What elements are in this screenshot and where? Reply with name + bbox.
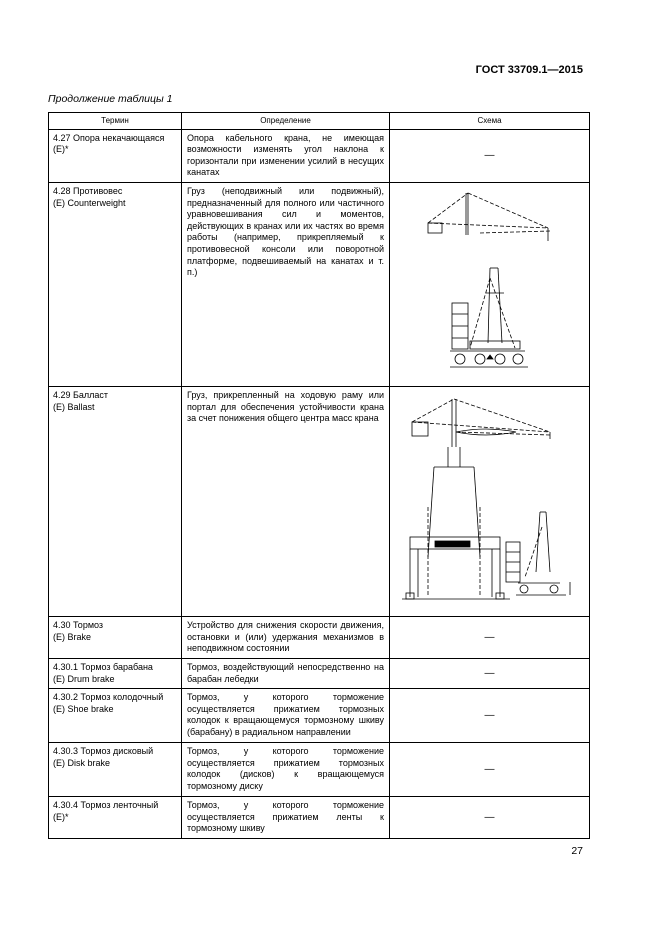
term-cell [49, 182, 182, 386]
table-row [49, 743, 590, 797]
term-en: (E) Brake [53, 631, 92, 642]
table-row [49, 129, 590, 182]
definition-cell: Тормоз, у которого торможение осуществляется прижатием тормозных колодок (дисков) к вращающемуся тормозному диску [182, 743, 390, 797]
definition-cell: Тормоз, у которого торможение осуществляется прижатием тормозных колодок к вращающемуся тормозному шкиву (барабану) в радиальном направлении [182, 689, 390, 743]
term-en: (E) Shoe brake [53, 703, 114, 714]
scheme-cell: — [390, 743, 590, 797]
term-ru: 4.29 Балласт [53, 389, 109, 400]
ballast-crane-diagram [390, 387, 588, 613]
table-row [49, 182, 590, 386]
term-cell [49, 616, 182, 658]
table-row [49, 658, 590, 688]
term-en: (E) Ballast [53, 401, 95, 412]
definition-cell: Опора кабельного крана, не имеющая возможности изменять угол наклона к горизонтали при изменении усилий в несущих канатах [182, 129, 390, 182]
term-ru: 4.30.4 Тормоз ленточный [53, 800, 159, 811]
term-en: (E) Drum brake [53, 673, 115, 684]
scheme-cell: — [390, 616, 590, 658]
scheme-cell [390, 182, 590, 386]
term-en: (E)* [53, 144, 69, 155]
column-header-term: Термин [49, 113, 182, 130]
table-row [49, 616, 590, 658]
term-cell [49, 658, 182, 688]
term-cell [49, 743, 182, 797]
term-en: (E) Disk brake [53, 757, 111, 768]
term-en: (E)* [53, 811, 69, 822]
term-en: (E) Counterweight [53, 197, 126, 208]
table-header-row [49, 113, 590, 130]
definition-cell: Тормоз, воздействующий непосредственно на барабан лебедки [182, 658, 390, 688]
definition-cell: Тормоз, у которого торможение осуществляется прижатием ленты к тормозному шкиву [182, 797, 390, 839]
term-cell [49, 386, 182, 616]
term-ru: 4.30.3 Тормоз дисковый [53, 746, 154, 757]
counterweight-crane-diagram [390, 183, 588, 383]
page-number: 27 [571, 845, 583, 857]
scheme-cell: — [390, 797, 590, 839]
table-row [49, 689, 590, 743]
table-row [49, 797, 590, 839]
scheme-cell: — [390, 658, 590, 688]
column-header-definition: Определение [182, 113, 390, 130]
column-header-scheme: Схема [390, 113, 590, 130]
scheme-cell: — [390, 129, 590, 182]
definition-cell: Груз (неподвижный или подвижный), предназначенный для полного или частичного уравновешивания сил и моментов, действующих в кранах или их частях во время работы (например, прикрепляемый к противовесной консоли или поворотной платформе, подвешиваемый на канатах и т. п.) [182, 182, 390, 386]
terms-table [48, 112, 590, 839]
scheme-cell: — [390, 689, 590, 743]
term-ru: 4.27 Опора некачающаяся [53, 132, 165, 143]
term-ru: 4.30.2 Тормоз колодочный [53, 692, 164, 703]
definition-cell: Груз, прикрепленный на ходовую раму или портал для обеспечения устойчивости крана за счет понижения общего центра масс крана [182, 386, 390, 616]
standard-number: ГОСТ 33709.1—2015 [475, 64, 583, 76]
term-cell [49, 129, 182, 182]
table-row [49, 386, 590, 616]
definition-cell: Устройство для снижения скорости движения, остановки и (или) удержания механизмов в неподвижном состоянии [182, 616, 390, 658]
term-cell [49, 689, 182, 743]
term-cell [49, 797, 182, 839]
table-caption: Продолжение таблицы 1 [48, 93, 173, 105]
term-ru: 4.28 Противовес [53, 185, 123, 196]
term-ru: 4.30 Тормоз [53, 619, 104, 630]
scheme-cell [390, 386, 590, 616]
term-ru: 4.30.1 Тормоз барабана [53, 661, 153, 672]
